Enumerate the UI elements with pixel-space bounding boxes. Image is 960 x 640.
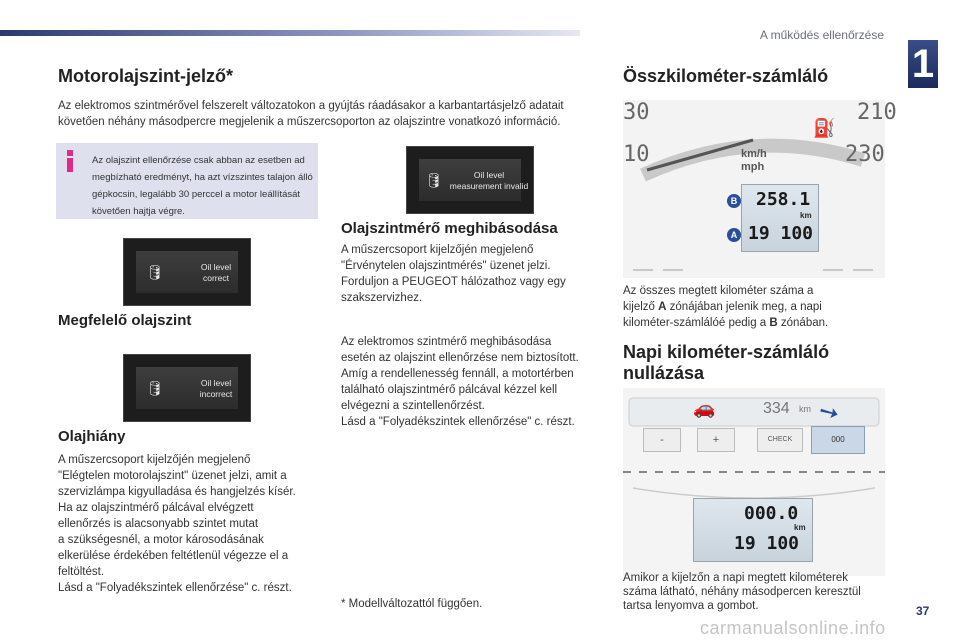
title-line: nullázása	[623, 363, 705, 383]
text-line: Lásd a "Folyadékszintek ellenőrzése" c. részt.	[58, 582, 292, 594]
text-line: elkerülése érdekében feltétlenül végezze el a	[58, 550, 289, 562]
info-note-text: Az olajszint ellenőrzése csak abban az esetben ad megbízható eredményt, ha azt vízszintes talajon álló gépkocsin, legalább 30 perccel a motor leállítását követően hajtja végre.	[92, 155, 313, 217]
text-line: szervizlámpa kigyulladása és hangjelzés kísér.	[58, 486, 296, 498]
page-number: 37	[916, 604, 930, 618]
oil-indicator-intro: Az elektromos szintmérővel felszerelt változatokon a gyújtás ráadásakor a karbantartásjelző adatait követően néhány másodpercre megjelenik a műszercsoporton az olajszintre vonatkozó információ.	[58, 100, 564, 128]
check-button[interactable]: CHECK	[757, 428, 803, 452]
oil-can-icon: 🛢	[146, 264, 164, 280]
gauge-fault-text	[341, 242, 601, 306]
oil-measurement-invalid-screen	[406, 146, 534, 214]
unit-label: mph	[741, 161, 765, 173]
range-km: km	[799, 404, 811, 414]
minus-button[interactable]: -	[643, 428, 681, 452]
odometer-text	[623, 283, 885, 331]
screen-line2: incorrect	[199, 389, 233, 399]
car-icon: 🚗	[693, 398, 716, 418]
zone-b-badge: B	[727, 194, 741, 208]
text-line: kijelző A zónájában jelenik meg, a napi	[623, 301, 822, 313]
text-line: Amíg a rendellenesség fennáll, a motortérben	[341, 368, 574, 380]
text-line: Amikor a kijelzőn a napi megtett kilométerek	[623, 572, 848, 584]
odometer-figure	[623, 100, 897, 278]
text-line: elvégezni a szintellenőrzést.	[341, 400, 485, 412]
text-line: Az elektromos szintmérő meghibásodása	[341, 336, 552, 348]
oil-deficit-text	[58, 452, 328, 596]
text-line: ellenőrzés is alacsonyabb szintet mutat	[58, 518, 259, 530]
plus-button[interactable]: +	[697, 428, 735, 452]
footnote: * Modellváltozattól függően.	[341, 598, 483, 610]
km-label: km	[794, 523, 806, 532]
trip-reset-title	[623, 342, 829, 384]
text-line: Lásd a "Folyadékszintek ellenőrzése" c. részt.	[341, 416, 575, 428]
fuel-pump-icon: ⛽	[813, 118, 836, 138]
scale-label: 10	[623, 142, 650, 167]
trip-reset-text	[623, 571, 893, 613]
text-line: feltöltést.	[58, 566, 105, 578]
oil-level-incorrect-screen	[123, 354, 251, 422]
text-line: A műszercsoport kijelzőjén megjelenő	[341, 244, 534, 256]
total-value: 19 100	[748, 223, 814, 244]
chapter-number-tab	[908, 40, 938, 88]
odometer-title: Összkilométer-számláló	[623, 66, 829, 86]
total-value: 19 100	[734, 533, 800, 554]
text-line: esetén az olajszint ellenőrzése nem biztosított.	[341, 352, 579, 364]
trip-reset-figure	[623, 388, 885, 576]
text-line: "Érvénytelen olajszintmérés" üzenet jelzi.	[341, 260, 551, 272]
gauge-fault-title: Olajszintmérő meghibásodása	[341, 220, 558, 237]
trip-reset-button[interactable]: 000	[811, 426, 865, 454]
text-line: Az összes megtett kilométer száma a	[623, 285, 814, 297]
scale-label: 230	[845, 142, 885, 167]
zone-a-badge: A	[727, 228, 741, 242]
text-line: Ha az olajszintmérő pálcával elvégzett	[58, 502, 254, 514]
text-line: tartsa lenyomva a gombot.	[623, 600, 759, 612]
oil-can-icon: 🛢	[425, 172, 443, 188]
title-line: Napi kilométer-számláló	[623, 342, 830, 362]
oil-level-correct-screen	[123, 238, 251, 306]
gauge-fault-text-2	[341, 334, 603, 430]
km-label: km	[800, 211, 812, 220]
header-bar	[0, 30, 580, 36]
scale-label: 210	[857, 100, 897, 125]
pointer-arrow-icon: ➘	[813, 395, 845, 430]
text-line: a szükségesnél, a motor károsodásának	[58, 534, 264, 546]
screen-line2: correct	[203, 273, 229, 283]
chapter-title: A működés ellenőrzése	[759, 28, 884, 42]
screen-line1: Oil level	[200, 378, 232, 388]
unit-label: km/h	[741, 148, 767, 160]
trip-value: 000.0	[744, 503, 799, 524]
chapter-number: 1	[911, 42, 935, 86]
odometer-lcd	[741, 184, 819, 252]
text-line: Forduljon a PEUGEOT hálózathoz vagy egy	[341, 276, 566, 288]
text-line: száma látható, néhány másodpercen keresztül	[623, 586, 861, 598]
screen-line2: measurement invalid	[449, 181, 529, 191]
oil-deficit-title: Olajhiány	[58, 428, 126, 445]
correct-level-title: Megfelelő olajszint	[58, 312, 192, 329]
watermark: carmanualsonline.info	[700, 618, 886, 638]
info-icon	[66, 150, 74, 170]
scale-label: 30	[623, 100, 650, 125]
screen-line1: Oil level	[473, 170, 505, 180]
screen-line1: Oil level	[200, 262, 232, 272]
trip-value: 258.1	[756, 189, 811, 210]
oil-indicator-title: Motorolajszint-jelző*	[58, 66, 233, 86]
text-line: szakszervizhez.	[341, 292, 423, 304]
text-line: "Elégtelen motorolajszint" üzenet jelzi, amit a	[58, 470, 287, 482]
text-line: található olajszintmérő pálcával kézzel kell	[341, 384, 558, 396]
text-line: A műszercsoport kijelzőjén megjelenő	[58, 454, 251, 466]
trip-lcd	[693, 498, 813, 562]
oil-can-icon: 🛢	[146, 380, 164, 396]
range-value: 334	[763, 400, 790, 417]
text-line: kilométer-számlálóé pedig a B zónában.	[623, 317, 829, 329]
